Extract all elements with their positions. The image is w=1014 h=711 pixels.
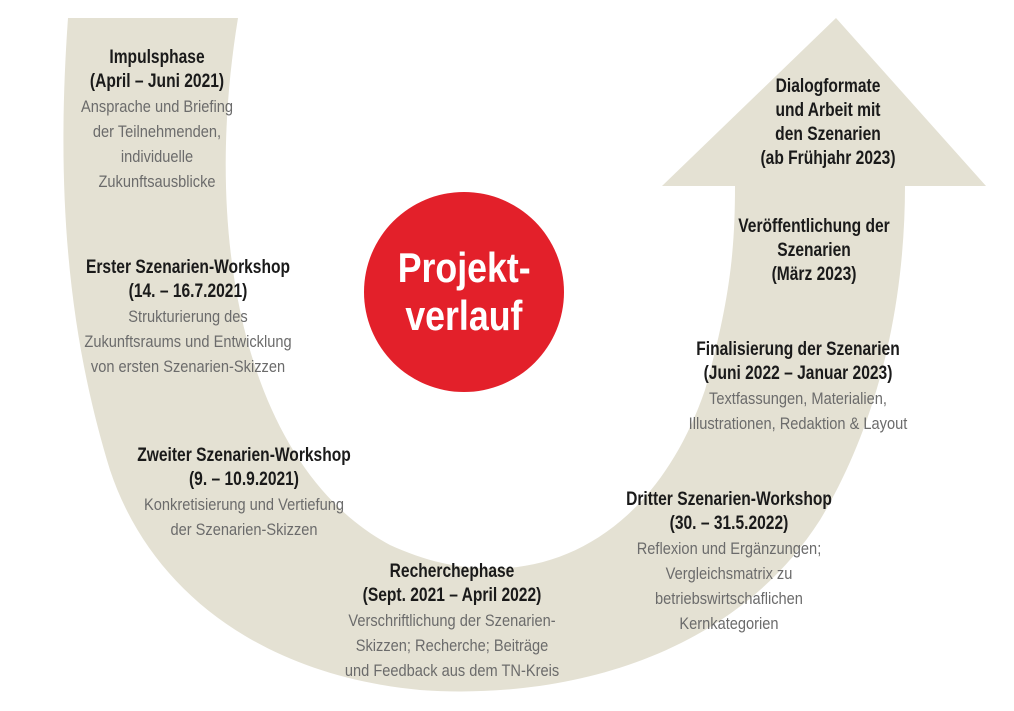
phase-title: Impulsphase (April – Juni 2021) [89, 47, 225, 92]
phase-description: Strukturierung des Zukunftsraums und Entwicklung von ersten Szenarien-Skizzen [84, 307, 292, 376]
phase-veroeffentlichung [722, 215, 907, 287]
phase-description: Konkretisierung und Vertiefung der Szenarien-Skizzen [144, 495, 344, 539]
phase-dritter-workshop [604, 488, 855, 636]
phase-title: Dialogformate und Arbeit mit den Szenarien (ab Frühjahr 2023) [760, 76, 896, 169]
center-title-line: verlauf [405, 292, 523, 339]
phase-title: Recherchephase (Sept. 2021 – April 2022) [362, 561, 542, 606]
phase-recherchephase [327, 560, 576, 683]
phase-description: Textfassungen, Materialien, Illustrationen, Redaktion & Layout [688, 389, 908, 433]
center-circle [364, 192, 564, 392]
phase-dialogformate [746, 75, 911, 171]
phase-impulsphase [69, 46, 246, 194]
phase-description: Reflexion und Ergänzungen; Vergleichsmatrix zu betriebswirtschaflichen Kernkategorien [636, 539, 822, 633]
phase-title: Zweiter Szenarien-Workshop (9. – 10.9.2021) [137, 445, 351, 490]
phase-title: Finalisierung der Szenarien (Juni 2022 – Januar 2023) [696, 339, 900, 384]
phase-title: Erster Szenarien-Workshop (14. – 16.7.2021) [85, 257, 291, 302]
phase-title: Veröffentlichung der Szenarien (März 2023) [738, 216, 890, 285]
phase-finalisierung [671, 338, 925, 436]
phase-title: Dritter Szenarien-Workshop (30. – 31.5.2022) [626, 489, 832, 534]
phase-description: Verschriftlichung der Szenarien- Skizzen; Recherche; Beiträge und Feedback aus dem TN-Kreis [344, 611, 560, 680]
phase-description: Ansprache und Briefing der Teilnehmenden, individuelle Zukunftsausblicke [81, 97, 233, 191]
center-title-line: Projekt- [397, 244, 531, 291]
phase-zweiter-workshop [114, 444, 374, 542]
phase-erster-workshop [64, 256, 313, 379]
